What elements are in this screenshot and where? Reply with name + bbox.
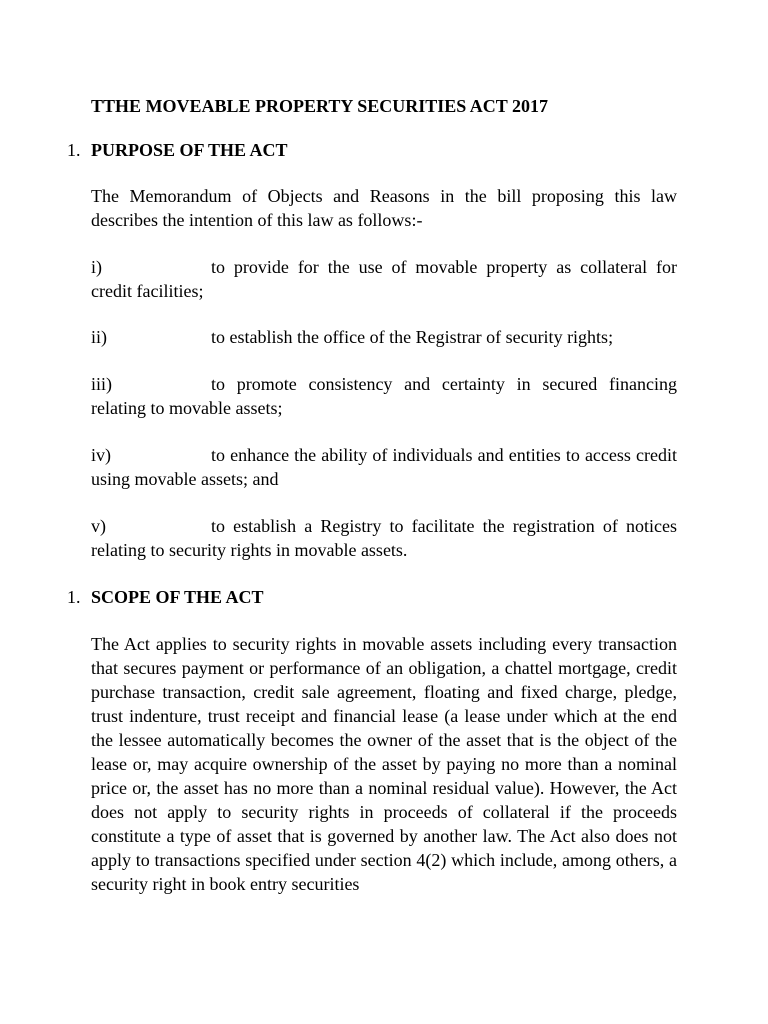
list-item-text: to enhance the ability of individuals and entities to access credit using movable assets; and bbox=[91, 445, 677, 489]
section-heading-purpose bbox=[67, 138, 288, 162]
document-title: TTHE MOVEABLE PROPERTY SECURITIES ACT 2017 bbox=[91, 96, 548, 116]
section-heading-text: PURPOSE OF THE ACT bbox=[91, 140, 288, 160]
purpose-intro-paragraph: The Memorandum of Objects and Reasons in the bill proposing this law describes the intention of this law as follows:- bbox=[91, 186, 677, 230]
section-heading-scope bbox=[67, 585, 264, 609]
section-heading-text: SCOPE OF THE ACT bbox=[91, 587, 264, 607]
purpose-list-item bbox=[91, 372, 677, 420]
list-item-text: to establish the office of the Registrar of security rights; bbox=[211, 327, 614, 347]
list-numeral: v) bbox=[91, 516, 106, 536]
purpose-list-item bbox=[91, 325, 677, 349]
purpose-list-item bbox=[91, 443, 677, 491]
list-numeral: iv) bbox=[91, 445, 111, 465]
list-numeral: iii) bbox=[91, 374, 112, 394]
list-item-text: to provide for the use of movable property as collateral for credit facilities; bbox=[91, 257, 677, 301]
list-item-text: to promote consistency and certainty in secured financing relating to movable assets; bbox=[91, 374, 677, 418]
list-item-text: to establish a Registry to facilitate the registration of notices relating to security rights in movable assets. bbox=[91, 516, 677, 560]
section-number: 1. bbox=[67, 587, 81, 607]
scope-body-paragraph: The Act applies to security rights in movable assets including every transaction that secures payment or performance of an obligation, a chattel mortgage, credit purchase transaction, credit sale agreement, floating and fixed charge, pledge, trust indenture, trust receipt and financial lease (a lease under which at the end the lessee automatically becomes the owner of the asset that is the object of the lease or, may acquire ownership of the asset by paying no more than a nominal price or, the asset has no more than a nominal residual value). However, the Act does not apply to security rights in proceeds of collateral if the proceeds constitute a type of asset that is governed by another law. The Act also does not apply to transactions specified under section 4(2) which include, among others, a security right in book entry securities bbox=[91, 634, 677, 894]
list-numeral: ii) bbox=[91, 327, 107, 347]
section-number: 1. bbox=[67, 140, 81, 160]
list-numeral: i) bbox=[91, 257, 102, 277]
purpose-list-item bbox=[91, 255, 677, 303]
purpose-list-item bbox=[91, 514, 677, 562]
